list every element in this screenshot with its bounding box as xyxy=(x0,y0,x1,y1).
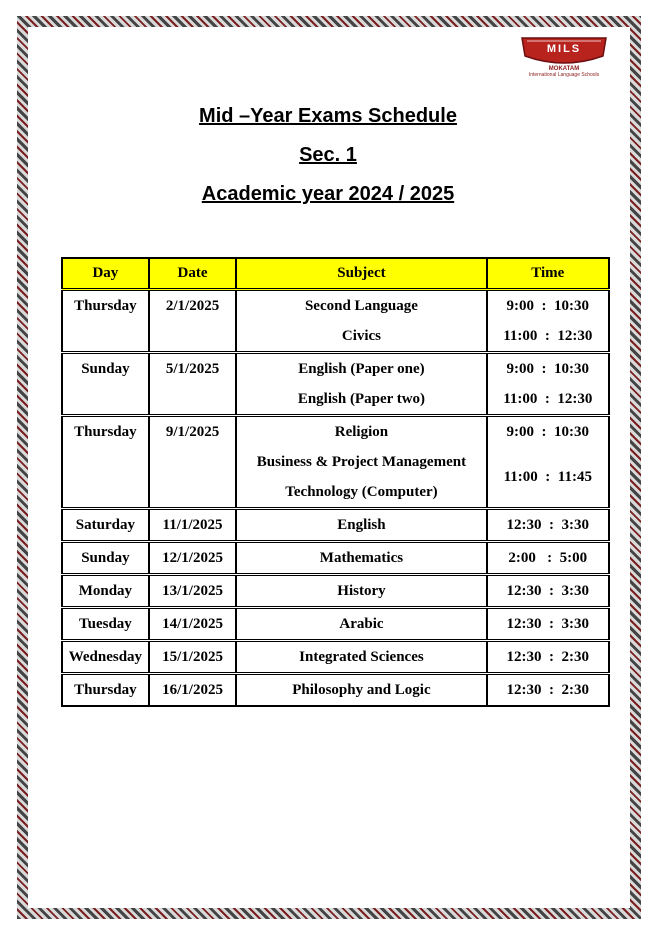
subject-line: Civics xyxy=(341,328,382,344)
table-row xyxy=(62,674,609,707)
date-cell: 11/1/2025 xyxy=(162,517,223,533)
day-cell: Thursday xyxy=(74,424,137,440)
time-line: 9:00 : 10:30 xyxy=(506,424,590,440)
date-cell: 9/1/2025 xyxy=(165,424,220,440)
logo-caption xyxy=(505,66,623,78)
subject-line: Technology (Computer) xyxy=(285,484,438,500)
page-title: Mid –Year Exams Schedule xyxy=(199,105,457,127)
time-line: 11:00 : 12:30 xyxy=(503,328,593,344)
subject-line: Mathematics xyxy=(319,550,404,566)
time-line: 12:30 : 3:30 xyxy=(506,616,590,632)
column-header-time: Time xyxy=(487,258,609,290)
day-cell: Sunday xyxy=(81,550,130,566)
subject-line: Religion xyxy=(334,424,389,440)
day-cell: Thursday xyxy=(74,298,137,314)
subject-line: English (Paper one) xyxy=(298,361,425,377)
time-line: 12:30 : 2:30 xyxy=(506,649,590,665)
date-cell: 13/1/2025 xyxy=(162,583,223,599)
academic-year: Academic year 2024 / 2025 xyxy=(201,183,455,205)
table-row xyxy=(62,353,609,416)
date-cell: 16/1/2025 xyxy=(162,682,223,698)
subject-line: History xyxy=(337,583,386,599)
subject-line: Integrated Sciences xyxy=(299,649,424,665)
logo-subtitle: MOKATAM xyxy=(548,66,580,72)
table-row xyxy=(62,542,609,575)
date-cell: 2/1/2025 xyxy=(165,298,220,314)
subject-line: Business & Project Management xyxy=(256,454,467,470)
school-logo xyxy=(505,34,623,88)
date-cell: 12/1/2025 xyxy=(162,550,223,566)
subject-line: Philosophy and Logic xyxy=(292,682,431,698)
date-cell: 15/1/2025 xyxy=(162,649,223,665)
day-cell: Monday xyxy=(78,583,133,599)
subject-line: Arabic xyxy=(339,616,384,632)
day-cell: Saturday xyxy=(75,517,135,533)
time-line: 12:30 : 3:30 xyxy=(506,583,590,599)
time-line: 12:30 : 2:30 xyxy=(506,682,590,698)
logo-tagline: International Language Schools xyxy=(528,72,600,78)
exam-schedule-table xyxy=(61,257,610,707)
table-row xyxy=(62,509,609,542)
table-row xyxy=(62,641,609,674)
table-header-row xyxy=(62,258,609,290)
day-cell: Tuesday xyxy=(78,616,132,632)
day-cell: Wednesday xyxy=(68,649,143,665)
svg-text:MILS: MILS xyxy=(546,43,582,55)
table-row xyxy=(62,290,609,353)
table-row xyxy=(62,416,609,509)
date-cell: 14/1/2025 xyxy=(162,616,223,632)
subject-line: English xyxy=(337,517,386,533)
column-header-day: Day xyxy=(62,258,149,290)
subject-line: Second Language xyxy=(304,298,418,314)
day-cell: Sunday xyxy=(81,361,130,377)
time-line: 2:00 : 5:00 xyxy=(508,550,588,566)
subject-line: English (Paper two) xyxy=(297,391,426,407)
time-line: 11:00 : 11:45 xyxy=(503,468,592,485)
time-line: 9:00 : 10:30 xyxy=(506,298,590,314)
time-line: 9:00 : 10:30 xyxy=(506,361,590,377)
time-line: 12:30 : 3:30 xyxy=(506,517,590,533)
table-row xyxy=(62,608,609,641)
column-header-date: Date xyxy=(149,258,237,290)
date-cell: 5/1/2025 xyxy=(165,361,220,377)
time-line: 11:00 : 12:30 xyxy=(503,391,593,407)
table-row xyxy=(62,575,609,608)
column-header-subject: Subject xyxy=(236,258,486,290)
day-cell: Thursday xyxy=(74,682,137,698)
section-label: Sec. 1 xyxy=(299,144,357,166)
